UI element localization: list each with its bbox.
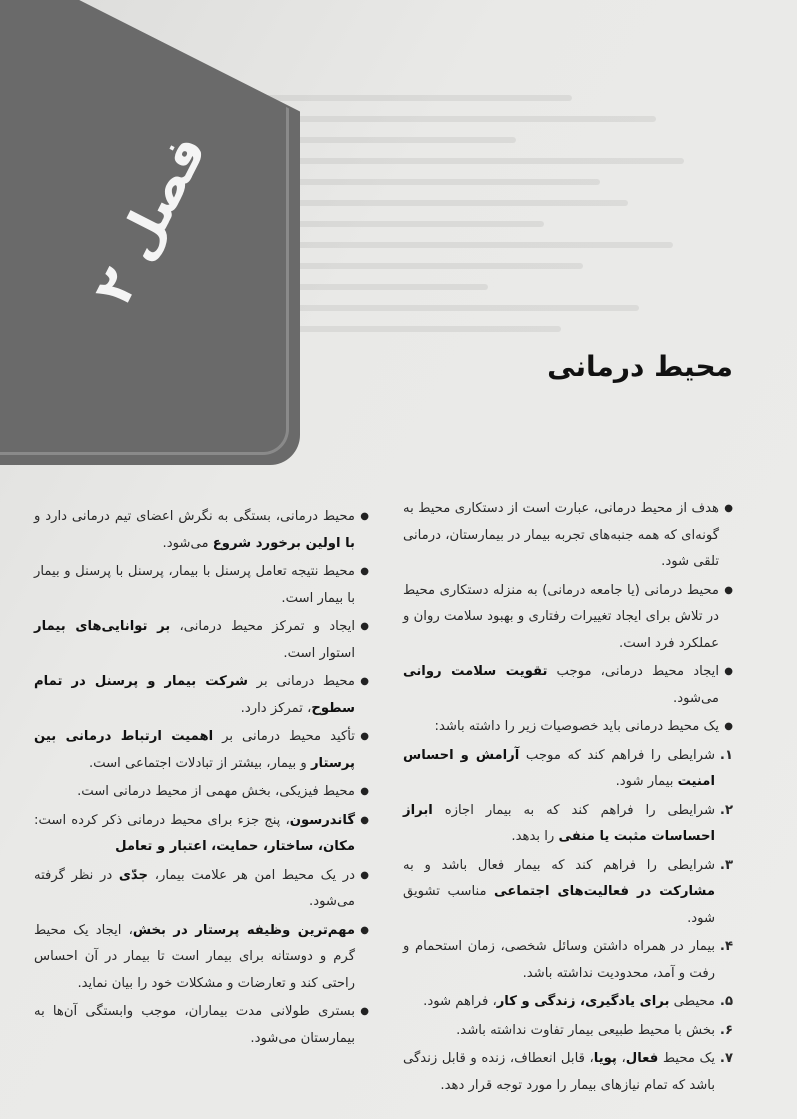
bold-text: مهم‌ترین وظیفه پرستار در بخش [132, 922, 355, 938]
text: ایجاد محیط درمانی، موجب [547, 664, 719, 679]
text: را بدهد. [511, 829, 559, 844]
bullet-item [34, 808, 369, 861]
page-title: محیط درمانی [547, 350, 733, 383]
text: هدف از محیط درمانی، عبارت است از دستکاری محیط به گونه‌ای که همه جنبه‌های تجربه بیمار در بیمارستان، درمانی تلقی شود. [403, 501, 719, 569]
text: ، ایجاد یک محیط گرم و دوستانه برای بیمار است تا بیمار در آن احساس راحتی کند و تعارضات و مشکلات خود را بیان نماید. [34, 922, 355, 991]
numbered-item [403, 934, 733, 987]
text: ، قابل انعطاف، زنده و قابل زندگی باشد که تمام نیازهای بیمار را مورد توجه قرار دهد. [403, 1051, 715, 1093]
bold-text: آرامش و احساس امنیت [403, 747, 715, 789]
numbered-item [403, 1018, 733, 1045]
bold-text: برای یادگیری، زندگی و کار [496, 994, 670, 1009]
item-number: ۲. [719, 802, 733, 818]
item-number: ۵. [719, 994, 733, 1009]
bullet-item [403, 659, 733, 712]
bold-text: فعال [625, 1051, 659, 1066]
text: و بیمار، بیشتر از تبادلات اجتماعی است. [88, 755, 311, 771]
bold-text: بر توانایی‌های بیمار [34, 619, 171, 634]
text: می‌شود. [673, 690, 719, 706]
bullet-item [34, 779, 369, 806]
text: ، [616, 1051, 626, 1066]
bold-text: مکان، ساختار، حمایت، اعتبار و تعامل [115, 839, 355, 854]
bold-text: گاندرسون [289, 812, 355, 828]
bullet-item [34, 669, 369, 722]
left-column [34, 504, 369, 1054]
text: ، تمرکز دارد. [240, 700, 312, 716]
text: محیط نتیجه تعامل پرسنل با بیمار، پرسنل با پرسنل و بیمار با بیمار است. [34, 564, 355, 606]
bold-text: جدّی [118, 867, 149, 883]
item-number: ۴. [719, 939, 733, 954]
item-number: ۳. [719, 857, 733, 873]
bold-text: تقویت سلامت روانی [403, 664, 548, 679]
bullet-item [34, 614, 369, 667]
bullet-item [34, 999, 369, 1052]
bold-text: شرکت بیمار و پرسنل در تمام سطوح [34, 674, 355, 716]
text: شرایطی را فراهم کند که موجب [519, 747, 715, 763]
bullet-item [34, 724, 369, 777]
text: محیط درمانی (یا جامعه درمانی) به منزله دستکاری محیط در تلاش برای ایجاد تغییرات رفتاری و بهبود سلامت روان و عملکرد فرد است. [403, 582, 719, 651]
item-number: ۱. [719, 747, 733, 763]
bullet-item [34, 559, 369, 612]
numbered-item [403, 743, 733, 796]
item-number: ۶. [719, 1022, 733, 1038]
bullet-item [34, 504, 369, 557]
text: ایجاد و تمرکز محیط درمانی، [170, 619, 355, 634]
numbered-item [403, 1046, 733, 1099]
text: محیطی [669, 994, 715, 1009]
bullet-item [34, 863, 369, 916]
text: ، پنج جزء برای محیط درمانی ذکر کرده است: [34, 812, 290, 828]
text: شرایطی را فراهم کند که بیمار فعال باشد و به [403, 857, 715, 873]
bullet-item [403, 496, 733, 576]
numbered-item [403, 853, 733, 933]
text: شرایطی را فراهم کند که به بیمار اجازه [432, 802, 715, 818]
text: محیط فیزیکی، بخش مهمی از محیط درمانی است. [77, 784, 355, 799]
right-column [403, 496, 733, 1101]
text: یک محیط [658, 1051, 716, 1066]
numbered-item [403, 989, 733, 1016]
text: تأکید محیط درمانی بر [213, 729, 355, 744]
text: در یک محیط امن هر علامت بیمار، [148, 867, 355, 883]
item-number: ۷. [719, 1051, 733, 1066]
text: بخش با محیط طبیعی بیمار تفاوت نداشته باشد. [456, 1022, 715, 1038]
text: بستری طولانی مدت بیماران، موجب وابستگی آن‌ها به بیمارستان می‌شود. [34, 1004, 355, 1046]
text: بیمار شود. [615, 774, 678, 789]
text: مناسب تشویق شود. [403, 884, 715, 926]
text: در نظر گرفته می‌شود. [34, 867, 355, 909]
text: استوار است. [283, 645, 355, 661]
bold-text: اهمیت ارتباط درمانی بین پرستار [34, 729, 355, 771]
text: یک محیط درمانی باید خصوصیات زیر را داشته باشد: [434, 719, 719, 734]
numbered-item [403, 798, 733, 851]
bold-text: مشارکت در فعالیت‌های اجتماعی [494, 884, 715, 899]
text: ، فراهم شود. [423, 994, 497, 1009]
text: می‌شود. [162, 535, 213, 551]
text: محیط درمانی بر [248, 674, 355, 689]
bullet-item [34, 918, 369, 998]
bullet-item [403, 714, 733, 741]
chapter-label: فصل ۲ [82, 125, 219, 315]
text: محیط درمانی، بستگی به نگرش اعضای تیم درمانی دارد و [34, 509, 355, 524]
text: بیمار در همراه داشتن وسائل شخصی، زمان استحمام و رفت و آمد، محدودیت نداشته باشد. [403, 939, 715, 981]
bold-text: پویا [593, 1051, 617, 1066]
bold-text: ابراز احساسات مثبت یا منفی [403, 802, 715, 844]
bullet-item [403, 578, 733, 658]
bold-text: با اولین برخورد شروع [212, 535, 355, 551]
